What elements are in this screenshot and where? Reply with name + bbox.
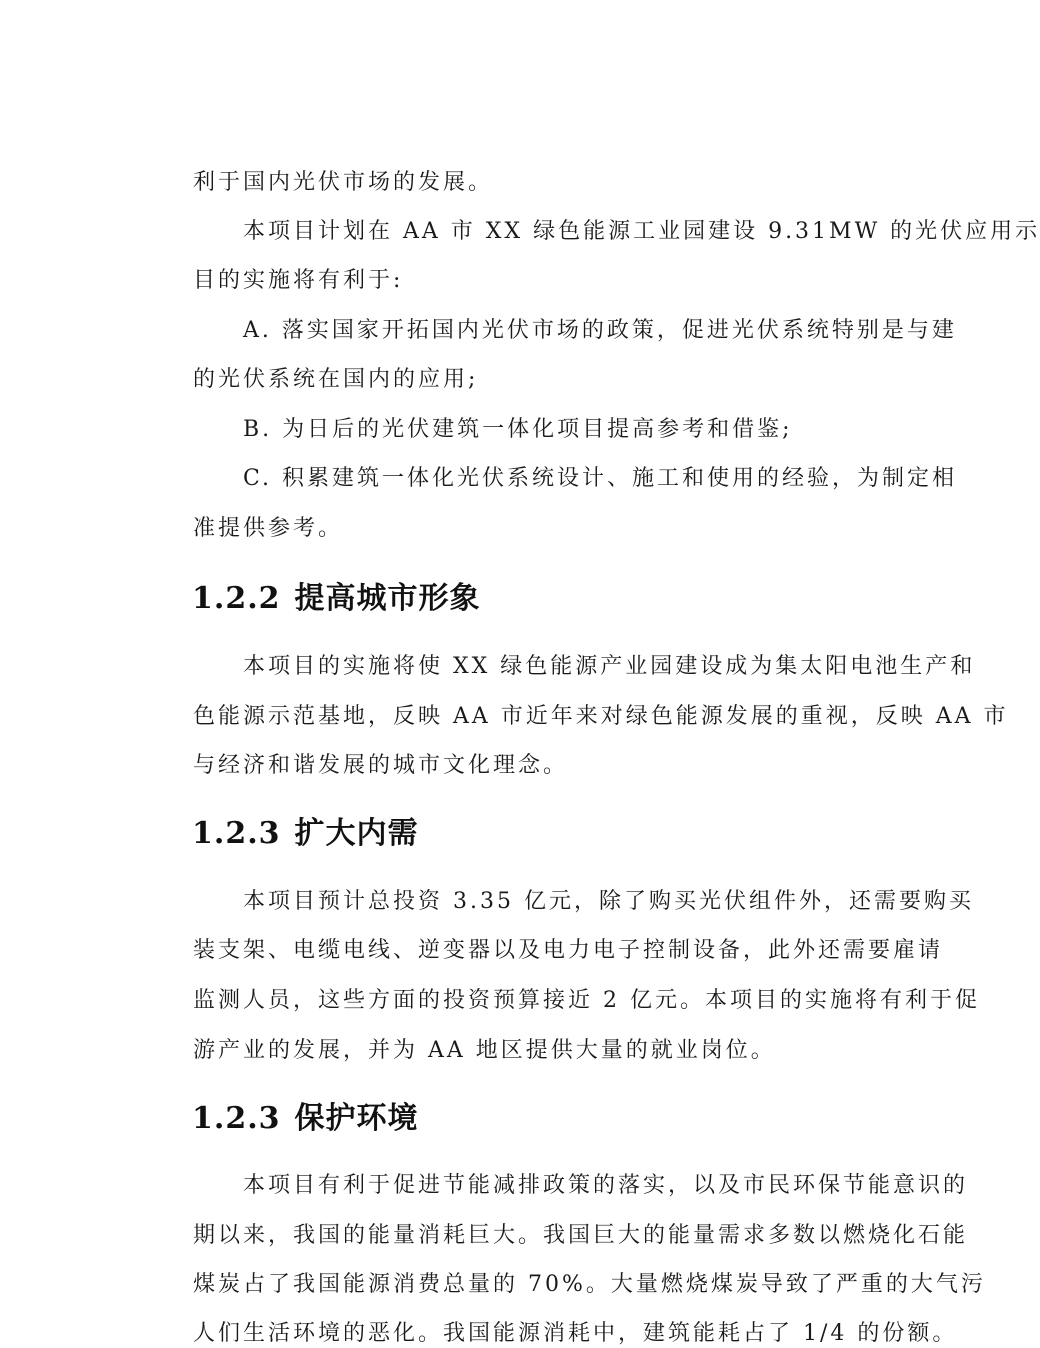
paragraph-line: 本项目计划在 AA 市 XX 绿色能源工业园建设 9.31MW 的光伏应用示 bbox=[243, 219, 1040, 244]
list-item-b: B. 为日后的光伏建筑一体化项目提高参考和借鉴; bbox=[243, 417, 793, 442]
paragraph-line: 煤炭占了我国能源消费总量的 70%。大量燃烧煤炭导致了严重的大气污 bbox=[193, 1272, 986, 1297]
section-heading-1-2-3-environment bbox=[192, 1100, 419, 1138]
paragraph-line: 的光伏系统在国内的应用; bbox=[193, 367, 479, 392]
paragraph-line: 色能源示范基地，反映 AA 市近年来对绿色能源发展的重视，反映 AA 市 bbox=[193, 704, 1009, 729]
paragraph-line: 与经济和谐发展的城市文化理念。 bbox=[193, 753, 569, 778]
paragraph-line: 目的实施将有利于: bbox=[193, 268, 404, 293]
section-title: 保护环境 bbox=[294, 1101, 419, 1136]
paragraph-line: 本项目有利于促进节能减排政策的落实，以及市民环保节能意识的 bbox=[243, 1173, 969, 1198]
paragraph-line: 人们生活环境的恶化。我国能源消耗中，建筑能耗占了 1/4 的份额。 bbox=[193, 1321, 958, 1346]
section-heading-1-2-3 bbox=[192, 815, 419, 853]
section-number: 1.2.3 bbox=[192, 816, 281, 851]
list-item-c: C. 积累建筑一体化光伏系统设计、施工和使用的经验，为制定相 bbox=[243, 466, 958, 491]
paragraph-line: 监测人员，这些方面的投资预算接近 2 亿元。本项目的实施将有利于促 bbox=[193, 988, 980, 1013]
section-number: 1.2.2 bbox=[192, 581, 281, 616]
paragraph-line: 期以来，我国的能量消耗巨大。我国巨大的能量需求多数以燃烧化石能 bbox=[193, 1223, 969, 1248]
paragraph-line: 准提供参考。 bbox=[193, 516, 344, 541]
paragraph-line: 装支架、电缆电线、逆变器以及电力电子控制设备，此外还需要雇请 bbox=[193, 938, 944, 963]
section-number: 1.2.3 bbox=[192, 1101, 281, 1136]
section-title: 扩大内需 bbox=[294, 816, 419, 851]
section-heading-1-2-2 bbox=[192, 580, 481, 618]
paragraph-line: 本项目预计总投资 3.35 亿元，除了购买光伏组件外，还需要购买 bbox=[243, 889, 974, 914]
paragraph-line: 游产业的发展，并为 AA 地区提供大量的就业岗位。 bbox=[193, 1038, 776, 1063]
list-item-a: A. 落实国家开拓国内光伏市场的政策，促进光伏系统特别是与建 bbox=[243, 318, 957, 343]
paragraph-line: 本项目的实施将使 XX 绿色能源产业园建设成为集太阳电池生产和 bbox=[243, 654, 976, 679]
paragraph-line: 利于国内光伏市场的发展。 bbox=[193, 170, 494, 195]
section-title: 提高城市形象 bbox=[294, 581, 481, 616]
